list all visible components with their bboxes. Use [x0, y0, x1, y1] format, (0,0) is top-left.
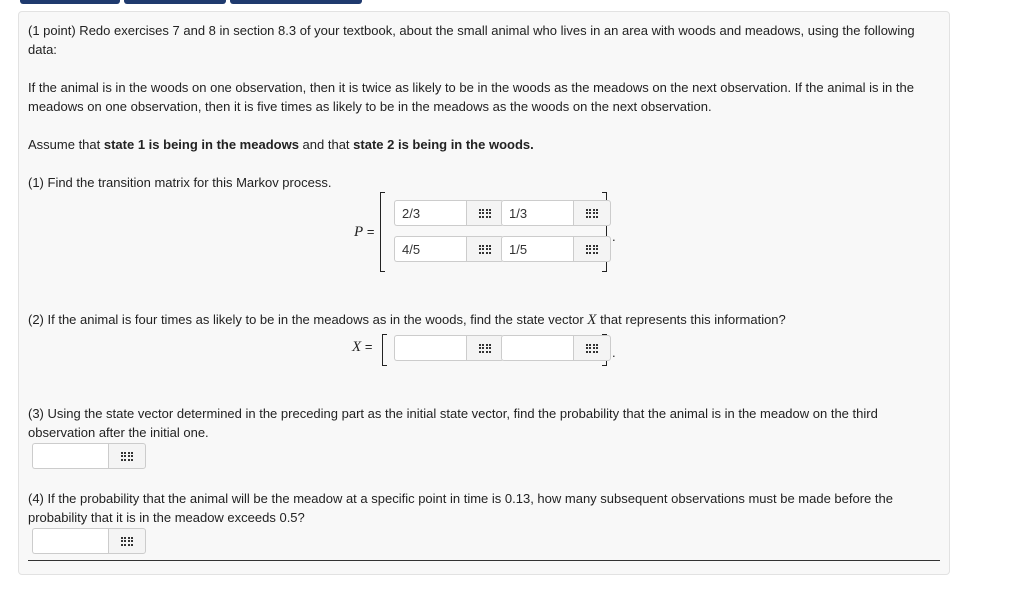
part3-input[interactable] — [32, 443, 108, 469]
nav-tab-1[interactable] — [20, 0, 120, 4]
answer-x2 — [501, 335, 611, 361]
part2-prompt-b: that represents this information? — [596, 312, 786, 327]
vector-period: . — [612, 345, 616, 360]
nav-tab-3[interactable] — [230, 0, 362, 4]
part3-prompt: (3) Using the state vector determined in the preceding part as the initial state vector, find the probability that the animal is in the meadow on the third observation after the initial one. — [28, 406, 878, 440]
answer-p21 — [394, 236, 504, 262]
part4-prompt: (4) If the probability that the animal will be the meadow at a specific point in time is 0.13, how many subsequent observations must be made before the probability that it is in the meadow exceeds 0.5? — [28, 491, 893, 525]
grid-icon — [121, 452, 133, 461]
nav-tab-2[interactable] — [124, 0, 226, 4]
grid-icon — [479, 344, 491, 353]
matrix-p12-input[interactable] — [501, 200, 573, 226]
grid-icon — [479, 209, 491, 218]
grid-icon — [586, 245, 598, 254]
matrix-p21-input[interactable] — [394, 236, 466, 262]
answer-p12 — [501, 200, 611, 226]
vector-x2-input[interactable] — [501, 335, 573, 361]
part4-input[interactable] — [32, 528, 108, 554]
matrix-p11-entry-button[interactable] — [466, 200, 504, 226]
answer-p22 — [501, 236, 611, 262]
matrix-p22-input[interactable] — [501, 236, 573, 262]
answer-p11 — [394, 200, 504, 226]
grid-icon — [586, 209, 598, 218]
bottom-divider — [28, 560, 940, 561]
problem-rule: If the animal is in the woods on one observation, then it is twice as likely to be in the woods as the meadows on the next observation. If the animal is in the meadows on one observation, then it is five times as likely to be in the meadows as the woods on the next observation. — [28, 80, 914, 114]
grid-icon — [479, 245, 491, 254]
assumption-mid: and that — [298, 137, 354, 152]
answer-x1 — [394, 335, 504, 361]
matrix-p-equals: = — [366, 224, 375, 239]
vector-x2-entry-button[interactable] — [573, 335, 611, 361]
assumption-state-1: state 1 is being in the meadows — [103, 137, 299, 152]
matrix-left-bracket — [380, 192, 385, 272]
matrix-p-symbol: P — [354, 224, 364, 240]
answer-part4 — [32, 528, 146, 554]
assumption-prefix: Assume that — [28, 137, 104, 152]
matrix-p21-entry-button[interactable] — [466, 236, 504, 262]
grid-icon — [586, 344, 598, 353]
vector-x-label — [352, 339, 373, 356]
part1-prompt: (1) Find the transition matrix for this Markov process. — [28, 175, 332, 190]
vector-x1-input[interactable] — [394, 335, 466, 361]
answer-part3 — [32, 443, 146, 469]
vector-x-symbol: X — [352, 339, 362, 355]
grid-icon — [121, 537, 133, 546]
matrix-p-label — [354, 224, 375, 241]
matrix-period: . — [612, 229, 616, 244]
part4-entry-button[interactable] — [108, 528, 146, 554]
assumption-state-2: state 2 is being in the woods. — [353, 137, 534, 152]
part2-variable: X — [587, 312, 597, 328]
vector-x1-entry-button[interactable] — [466, 335, 504, 361]
part3-entry-button[interactable] — [108, 443, 146, 469]
part2-prompt-a: (2) If the animal is four times as likely to be in the meadows as in the woods, find the state vector — [28, 312, 588, 327]
part2-prompt — [28, 310, 938, 330]
problem-intro: (1 point) Redo exercises 7 and 8 in section 8.3 of your textbook, about the small animal who lives in an area with woods and meadows, using the following data: — [28, 23, 915, 57]
matrix-p22-entry-button[interactable] — [573, 236, 611, 262]
vector-x-equals: = — [364, 339, 373, 354]
matrix-p11-input[interactable] — [394, 200, 466, 226]
matrix-p12-entry-button[interactable] — [573, 200, 611, 226]
vector-left-bracket — [382, 334, 387, 366]
problem-assumption — [28, 135, 938, 154]
